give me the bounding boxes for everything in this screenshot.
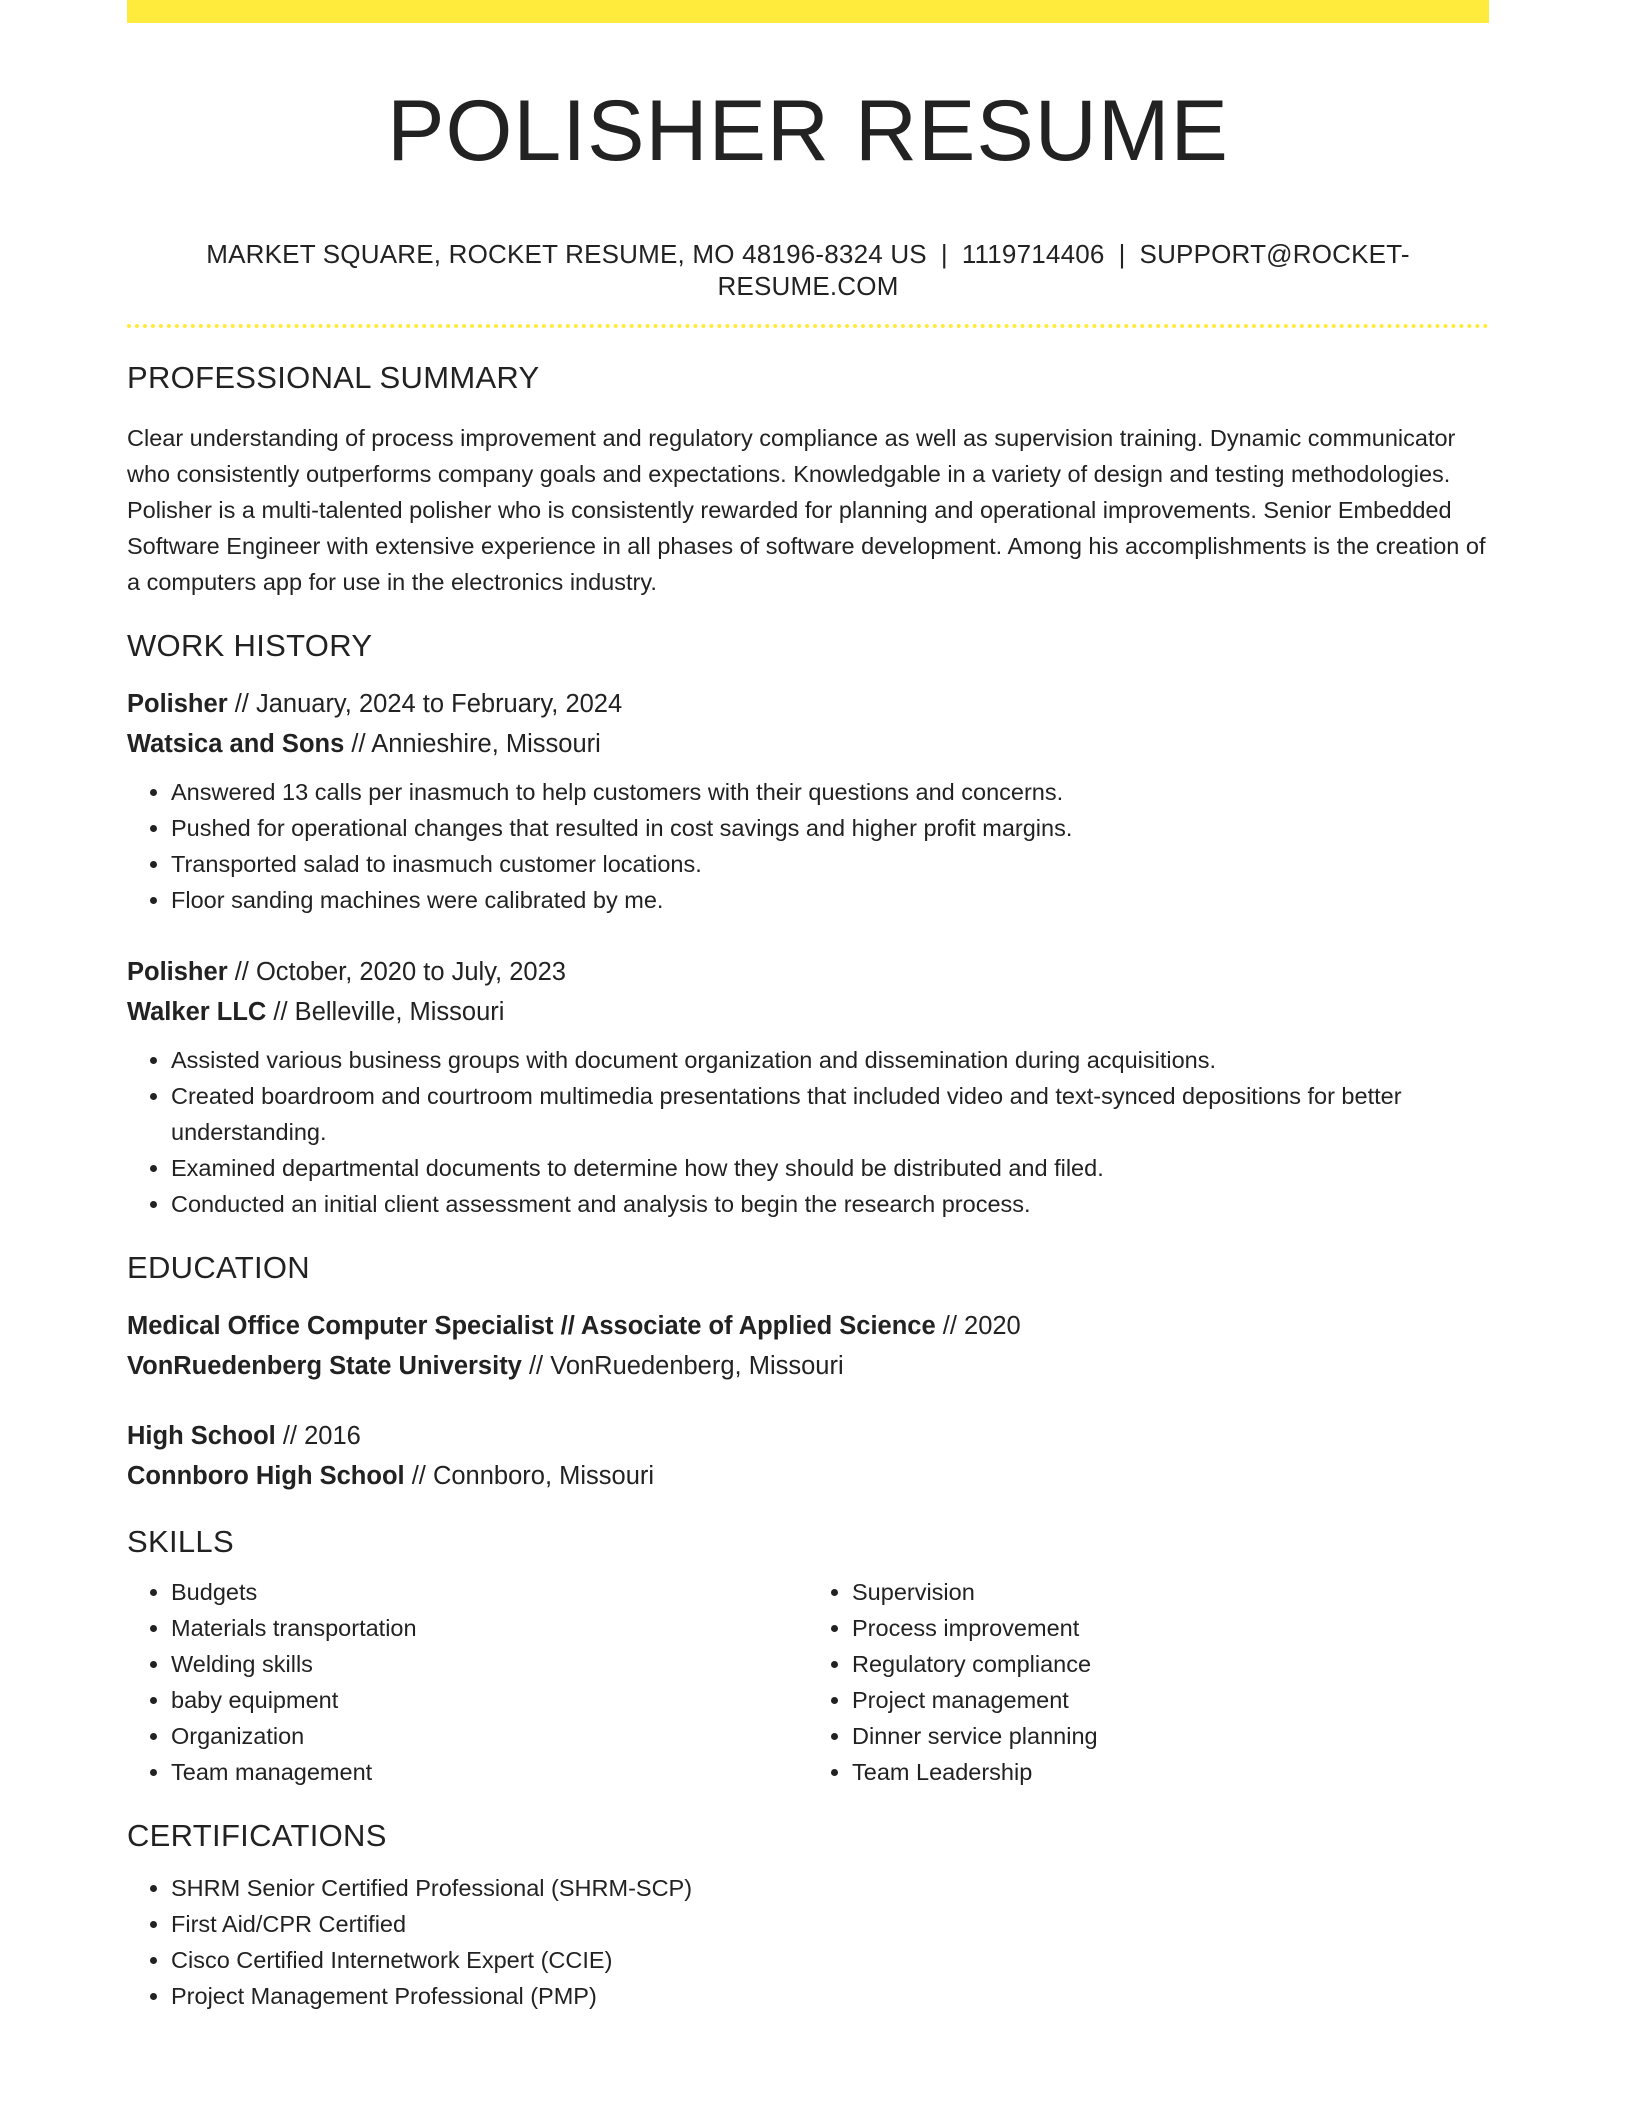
list-item: • Process improvement [852,1610,1489,1646]
contact-line [127,238,1489,302]
certifications-section [127,1816,1489,2014]
education-entry [127,1416,1489,1496]
list-item: • Welding skills [171,1646,808,1682]
list-item: • Transported salad to inasmuch customer locations. [171,846,1489,882]
list-item: • Regulatory compliance [852,1646,1489,1682]
degree-year: // 2020 [935,1312,1021,1340]
degree-year: // 2016 [275,1422,361,1450]
list-item: • Team Leadership [852,1754,1489,1790]
job-location: // Annieshire, Missouri [344,730,601,758]
education-section [127,1248,1489,1496]
resume-page [127,0,1489,2014]
list-item: • Cisco Certified Internetwork Expert (CCIE) [171,1942,1489,1978]
list-item: • Answered 13 calls per inasmuch to help customers with their questions and concerns. [171,774,1489,810]
list-item: • Project management [852,1682,1489,1718]
job-company-line [127,724,1489,764]
job-entry [127,952,1489,1222]
degree-line [127,1306,1489,1346]
list-item: • Conducted an initial client assessment and analysis to begin the research process. [171,1186,1489,1222]
job-bullets [127,774,1489,918]
summary-text: Clear understanding of process improvement and regulatory compliance as well as supervision training. Dynamic communicator who consistently outperforms company goals and expectations. Knowledgable in a variety of design and testing methodologies. Polisher is a multi-talented polisher who is consistently rewarded for planning and operational improvements. Senior Embedded Software Engineer with extensive experience in all phases of software development. Among his accomplishments is the creation of a computers app for use in the electronics industry. [127,425,1486,595]
certifications-list [127,1870,1489,2014]
school-line [127,1456,1489,1496]
school-name: VonRuedenberg State University [127,1352,522,1380]
list-item: • Supervision [852,1574,1489,1610]
skills-heading: SKILLS [127,1524,234,1559]
school-location: // VonRuedenberg, Missouri [521,1352,844,1380]
list-item: • Created boardroom and courtroom multimedia presentations that included video and text-synced depositions for better understanding. [171,1078,1489,1150]
degree-line [127,1416,1489,1456]
certifications-heading: CERTIFICATIONS [127,1818,387,1853]
list-item: • Dinner service planning [852,1718,1489,1754]
school-name: Connboro High School [127,1462,405,1490]
list-item: • Budgets [171,1574,808,1610]
resume-title: POLISHER RESUME [387,83,1229,179]
job-dates: // January, 2024 to February, 2024 [227,690,623,718]
list-item: • baby equipment [171,1682,808,1718]
job-dates: // October, 2020 to July, 2023 [227,958,566,986]
list-item: • First Aid/CPR Certified [171,1906,1489,1942]
school-line [127,1346,1489,1386]
summary-section [127,358,1489,600]
education-heading: EDUCATION [127,1250,310,1285]
contact-separator: | [940,239,948,269]
work-history-heading: WORK HISTORY [127,628,373,663]
skills-columns [127,1574,1489,1790]
skills-list-left [127,1574,808,1790]
list-item: • Organization [171,1718,808,1754]
list-item: • Materials transportation [171,1610,808,1646]
contact-separator: | [1118,239,1126,269]
job-company: Walker LLC [127,998,267,1026]
education-entry [127,1306,1489,1386]
list-item: • Team management [171,1754,808,1790]
job-company: Watsica and Sons [127,730,345,758]
degree-name: High School [127,1422,276,1450]
skills-section [127,1522,1489,1790]
job-entry [127,684,1489,918]
school-location: // Connboro, Missouri [404,1462,655,1490]
list-item: • Pushed for operational changes that resulted in cost savings and higher profit margins. [171,810,1489,846]
job-location: // Belleville, Missouri [266,998,505,1026]
work-history-section [127,626,1489,1222]
list-item: • Assisted various business groups with document organization and dissemination during acquisitions. [171,1042,1489,1078]
list-item: • SHRM Senior Certified Professional (SHRM-SCP) [171,1870,1489,1906]
top-accent-bar [127,0,1489,23]
job-title-line [127,952,1489,992]
job-bullets [127,1042,1489,1222]
list-item: • Floor sanding machines were calibrated by me. [171,882,1489,918]
job-title: Polisher [127,690,228,718]
contact-address: MARKET SQUARE, ROCKET RESUME, MO 48196-8324 US [206,239,927,269]
degree-name: Medical Office Computer Specialist // Associate of Applied Science [127,1312,936,1340]
job-company-line [127,992,1489,1032]
dotted-divider [127,324,1489,328]
list-item: • Project Management Professional (PMP) [171,1978,1489,2014]
contact-phone: 1119714406 [961,239,1105,269]
contact-email: SUPPORT@ROCKET-RESUME.COM [717,239,1410,301]
list-item: • Examined departmental documents to determine how they should be distributed and filed. [171,1150,1489,1186]
job-title-line [127,684,1489,724]
skills-list-right [808,1574,1489,1790]
summary-heading: PROFESSIONAL SUMMARY [127,360,540,395]
job-title: Polisher [127,958,228,986]
